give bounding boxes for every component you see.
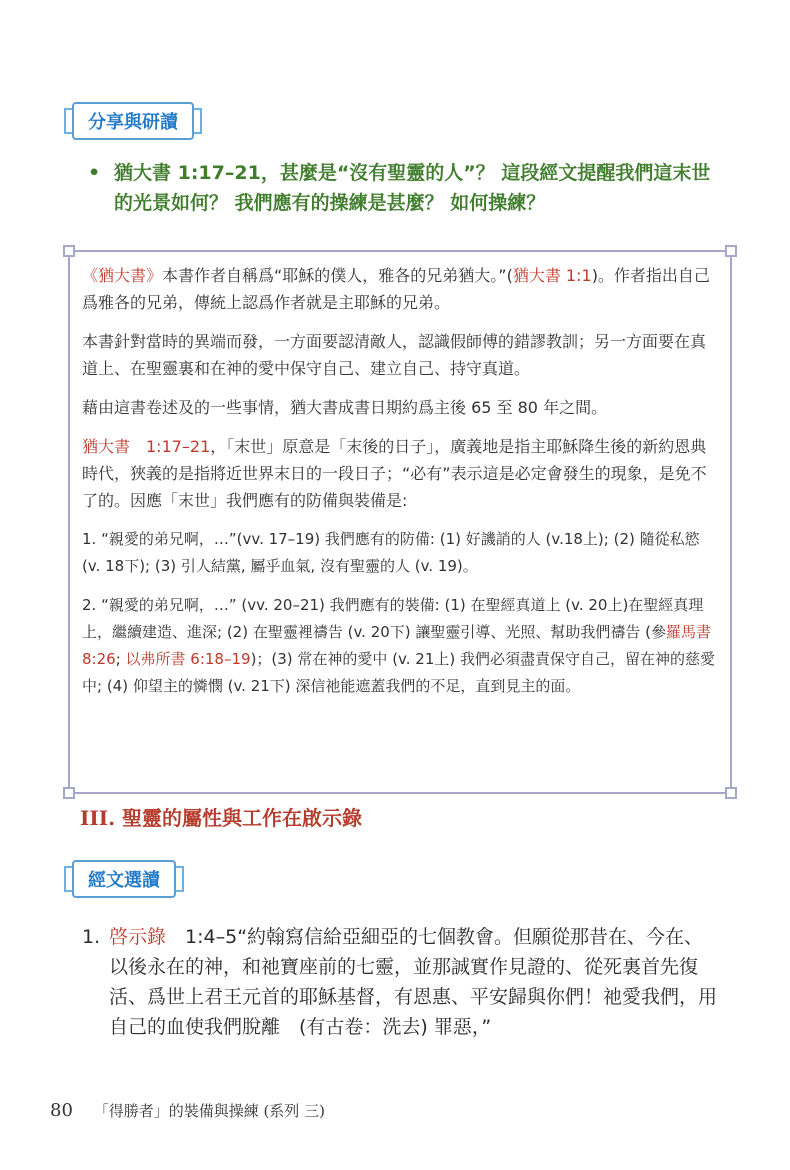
verse-reference-romans: 羅馬書 8:26 [82, 623, 712, 668]
commentary-paragraph-4 [82, 433, 718, 514]
paragraph-text: 本書作者自稱爲“耶穌的僕人，雅各的兄弟猶大。”( [162, 266, 513, 285]
list-separator: ; [115, 650, 126, 668]
share-study-tag-label: 分享與研讀 [88, 112, 178, 133]
commentary-paragraph-3: 藉由這書卷述及的一些事情，猶大書成書日期約爲主後 65 至 80 年之間。 [82, 398, 608, 417]
list-text: )；(3) 常在神的愛中 (v. 21上) 我們必須盡責保守自己，留在神的慈愛中; (4) 仰望主的憐憫 (v. 21下) 深信祂能遮蓋我們的不足，直到見主的面。 [82, 650, 716, 695]
list-item-1: 1. “親愛的弟兄啊，…”(vv. 17–19) 我們應有的防備: (1) 好譏誚的人 (v.18上); (2) 隨從私慾 (v. 18下); (3) 引人結黨, 屬乎血氣, 沒有聖靈的人 (v. 19)。 [82, 530, 700, 575]
discussion-question [88, 158, 728, 218]
paragraph-text: ，「末世」原意是「末後的日子」，廣義地是指主耶穌降生後的新約恩典時代，狹義的是指將近世界末日的一段日子；“必有”表示這是必定會發生的現象，是免不了的。因應「末世」我們應有的防備與裝備是: [82, 437, 707, 510]
commentary-content [82, 262, 718, 712]
commentary-paragraph-2: 本書針對當時的異端而發，一方面要認清敵人，認識假師傅的錯謬教訓；另一方面要在真道上、在聖靈裏和在神的愛中保守自己、建立自己、持守真道。 [82, 332, 707, 378]
list-item-2 [82, 592, 718, 700]
corner-ornament [725, 787, 737, 799]
book-reference: 《猶大書》 [82, 266, 163, 285]
commentary-paragraph-1 [82, 262, 718, 316]
corner-ornament [63, 245, 75, 257]
page-number: 80 [50, 1100, 73, 1121]
verse-body: “約翰寫信給亞細亞的七個教會。但願從那昔在、今在、以後永在的神，和祂寶座前的七靈，並那誠實作見證的、從死裏首先復活、爲世上君王元首的耶穌基督，有恩惠、平安歸與你們！祂愛我們，用自己的血使我們脫離 (有古卷：洗去) 罪惡，” [109, 926, 718, 1038]
list-text: 2. “親愛的弟兄啊，…” (vv. 20–21) 我們應有的裝備: (1) 在聖經真道上 (v. 20上)在聖經真理上，繼續建造、進深; (2) 在聖靈裡禱告 (v. 20下) 讓聖靈引導、光照、幫助我們禱告 (參 [82, 596, 704, 641]
verse-number: 1. [82, 926, 101, 948]
section-heading: III. 聖靈的屬性與工作在啟示錄 [80, 806, 362, 830]
question-text: 猶大書 1:17–21，甚麼是“沒有聖靈的人”？ 這段經文提醒我們這末世的光景如何？ 我們應有的操練是甚麼？ 如何操練？ [114, 162, 711, 214]
share-study-tag [72, 102, 194, 140]
scripture-selection-tag [72, 860, 176, 898]
commentary-box [68, 250, 732, 794]
bullet-icon: • [88, 162, 101, 184]
verse-book: 啓示錄 [109, 926, 167, 948]
scripture-selection-tag-label: 經文選讀 [88, 870, 160, 891]
verse-chapter: 1:4–5 [185, 926, 238, 948]
verse-reference: 猶大書 1:17–21 [82, 437, 211, 456]
corner-ornament [725, 245, 737, 257]
verse-reference-ephesians: 以弗所書 6:18–19 [125, 650, 251, 668]
page-footer [50, 1100, 325, 1121]
corner-ornament [63, 787, 75, 799]
paragraph-text: )。作者指出自己爲雅各的兄弟，傳統上認爲作者就是主耶穌的兄弟。 [82, 266, 710, 312]
scripture-verse [82, 922, 722, 1042]
verse-text-block [109, 922, 722, 1042]
verse-reference: 猶大書 1:1 [512, 266, 592, 285]
book-title: 「得勝者」的裝備與操練 (系列 三) [93, 1102, 325, 1120]
